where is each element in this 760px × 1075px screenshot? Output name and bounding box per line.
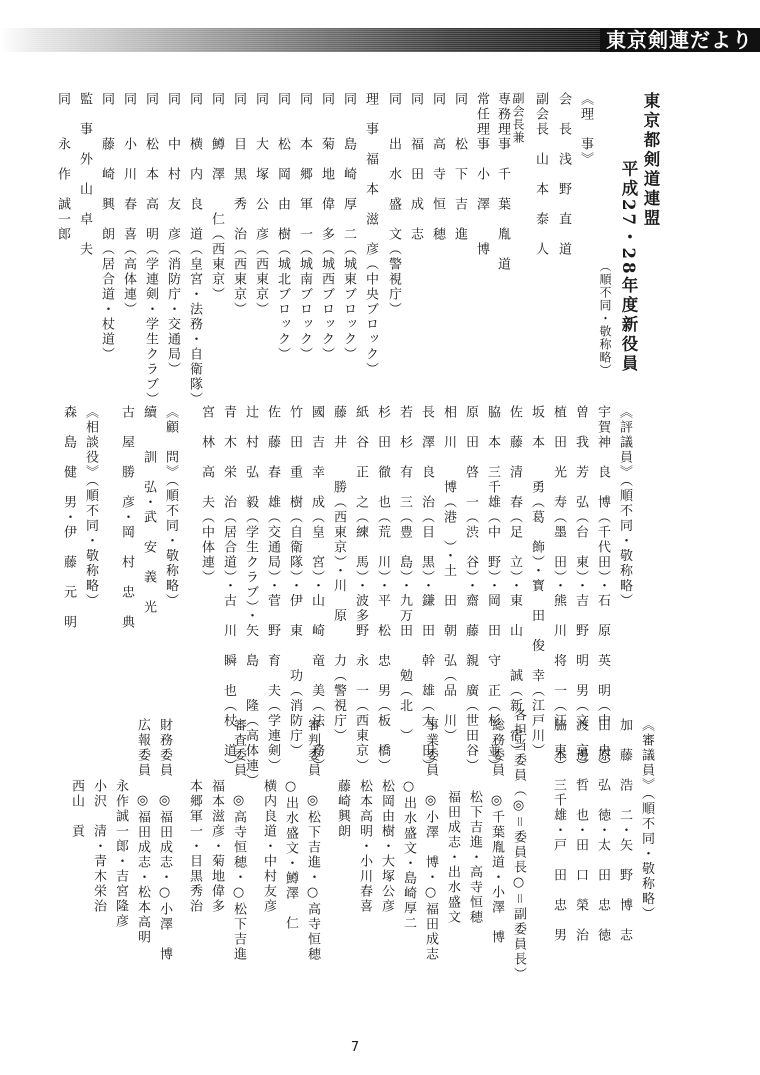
text-column: 同 小 川 春 喜（高体連） — [121, 92, 136, 317]
text-column: 藤崎興朗 — [335, 779, 350, 839]
text-column: 広報委員 ◎福田成志・松本高明 — [135, 718, 150, 945]
text-column: 《審議員》（順不同・敬称略） — [639, 718, 654, 922]
text-column: 会 長 浅 野 直 道 — [556, 92, 571, 257]
text-column: 脇 本 三千雄（中 野）・岡 田 守 正（杉 並） — [485, 405, 500, 774]
text-column: 財務委員 ◎福田成志・○小澤 博 — [157, 718, 172, 962]
text-column: 脇 本 三千雄・戸 田 忠 男 — [551, 718, 566, 943]
text-column: 《相談役》（順不同・敬称略） — [83, 405, 98, 609]
text-column: 常任理事 小 澤 博 — [474, 92, 489, 257]
text-column: 森 島 健 男・伊 藤 元 明 — [61, 405, 76, 630]
page-number: 7 — [350, 1040, 360, 1055]
text-column: 宮 林 高 夫（中体連） — [199, 405, 214, 585]
text-column: 同 大 塚 公 彦（西東京） — [253, 92, 268, 317]
text-column: 辻 村 弘 毅（学生クラブ）・矢 島 隆（高体連） — [243, 405, 258, 789]
text-column: 宇賀神 良 博（千代田）・石 原 英 明（中 央） — [595, 405, 610, 774]
text-column: 國 吉 幸 成（皇 宮）・山 崎 竜 美（法 務） — [309, 405, 324, 774]
text-column: 総務委員 ◎千葉胤道・小澤 博 — [489, 718, 504, 945]
text-column: 横内良道・中村友彦 — [261, 779, 276, 914]
text-column: 杉 田 徹 也（荒 川）・平 松 忠 男（板 橋） — [375, 405, 390, 774]
text-column: 《評議員》（順不同・敬称略） — [617, 405, 632, 609]
text-column: 副会長 山 本 泰 人 — [533, 92, 548, 257]
text-column: 松下吉進・高寺恒穂 — [467, 790, 482, 925]
text-column: 同 鱒 澤 仁（西東京） — [209, 92, 224, 302]
text-column: 審査委員 ◎高寺恒穂・○松下吉進 — [231, 718, 246, 962]
text-column: 本郷軍一・目黒秀治 — [187, 779, 202, 914]
text-column: 同 松 本 高 明（学連剣・学生クラブ） — [143, 92, 158, 407]
text-column: 長 澤 良 治（目 黒）・鎌 田 幹 雄（大 田） — [419, 405, 434, 774]
text-column: 若 杉 有 三（豊 島）・九万田 勉（北 ） — [397, 405, 412, 744]
text-column: 監 事 外 山 卓 夫 — [77, 92, 92, 257]
text-column: 理 事 福 本 滋 彦（中央ブロック） — [363, 92, 378, 377]
text-column: 平成27・28年度新役員 — [619, 160, 638, 374]
text-column: 青 木 栄 治（居合道）・古 川 瞬 也（杖 道） — [221, 405, 236, 774]
header-gradient — [0, 28, 600, 52]
text-column: 福本滋彦・菊地偉多 — [209, 779, 224, 914]
text-column: ○出水盛文・鱒澤 仁 — [283, 779, 298, 931]
text-column: 同 中 村 友 彦（消防庁・交通局） — [165, 92, 180, 377]
text-column: 曽 我 芳 弘（台 東）・吉 野 明 男（文 京） — [573, 405, 588, 774]
text-column: 同 菊 地 偉 多（城西ブロック） — [319, 92, 334, 362]
text-column: 同 出 水 盛 文（警視庁） — [386, 92, 401, 317]
text-column: 同 永 作 誠一郎 — [55, 92, 70, 242]
text-column: 同 目 黒 秀 治（西東京） — [231, 92, 246, 317]
text-column: 副会長兼 — [511, 92, 525, 144]
text-column: 相 川 博（港 ）・土 田 朝 弘（品 川） — [441, 405, 456, 744]
text-column: 同 松 岡 由 樹（城北ブロック） — [275, 92, 290, 362]
text-column: 同 島 崎 厚 二（城東ブロック） — [341, 92, 356, 362]
text-column: 藤 井 勝（西東京）・川 原 力（警視庁） — [331, 405, 346, 744]
text-column: 《顧 問》（順不同・敬称略） — [163, 405, 178, 609]
text-column: 《理 事》 — [578, 92, 593, 167]
text-column: 同 横 内 良 道（皇宮・法務・自衛隊） — [187, 92, 202, 407]
text-column: 植 田 光 寿（墨 田）・熊 川 将 一（江 東） — [551, 405, 566, 774]
text-column: 佐 藤 清 春（足 立）・東 山 誠（新 宿） — [507, 405, 522, 759]
text-column: 古 屋 勝 彦・岡 村 忠 典 — [119, 405, 134, 630]
text-column: 同 本 郷 軍 一（城南ブロック） — [297, 92, 312, 362]
text-column: （順不同・敬称略） — [598, 260, 612, 377]
text-column: 各担当委員（◎＝委員長○＝副委員長） — [511, 708, 526, 983]
masthead-title: 東京剣連だより — [606, 28, 753, 52]
text-column: 審判委員 ◎松下吉進・○高寺恒穂 — [305, 718, 320, 962]
text-column: 佐 藤 春 雄（交通局）・菅 野 育 夫（学連剣） — [265, 405, 280, 774]
text-column: 東京都剣道連盟 — [641, 92, 660, 229]
text-column: 同 福 田 成 志 — [408, 92, 423, 242]
text-column: 小沢 清・青木栄治 — [91, 779, 106, 914]
text-column: 田 原 弘 徳・太 田 忠 徳 — [595, 718, 610, 943]
text-column: 渡 邊 哲 也・田 口 榮 治 — [573, 718, 588, 943]
text-column: 坂 本 勇（葛 飾）・寳 田 俊 幸（江戸川） — [529, 405, 544, 759]
text-column: 續 訓 弘・武 安 義 光 — [141, 405, 156, 615]
text-column: 原 田 啓 一（渋 谷）・齋 藤 親 廣（世田谷） — [463, 405, 478, 774]
text-column: 同 松 下 吉 進 — [452, 92, 467, 242]
text-column: 加 藤 浩 二・矢 野 博 志 — [617, 718, 632, 943]
text-column: 同 藤 崎 興 朗（居合道・杖道） — [99, 92, 114, 362]
text-column: 事業委員 ◎小澤 博・○福田成志 — [423, 718, 438, 962]
text-column: 同 高 寺 恒 穂 — [430, 92, 445, 242]
text-column: 西山 貢 — [69, 779, 84, 839]
text-column: 専務理事 千 葉 胤 道 — [495, 92, 510, 272]
text-column: 竹 田 重 樹（自衛隊）・伊 東 功（消防庁） — [287, 405, 302, 759]
text-column: 福田成志・出水盛文 — [445, 790, 460, 925]
text-column: ○出水盛文・島崎厚二 — [401, 779, 416, 931]
text-column: 永作誠一郎・吉宮隆彦 — [113, 779, 128, 929]
text-column: 松本高明・小川春喜 — [357, 779, 372, 914]
text-column: 紙 谷 正 之（練 馬）・波多野 永 一（西東京） — [353, 405, 368, 774]
text-column: 松岡由樹・大塚公彦 — [379, 779, 394, 914]
